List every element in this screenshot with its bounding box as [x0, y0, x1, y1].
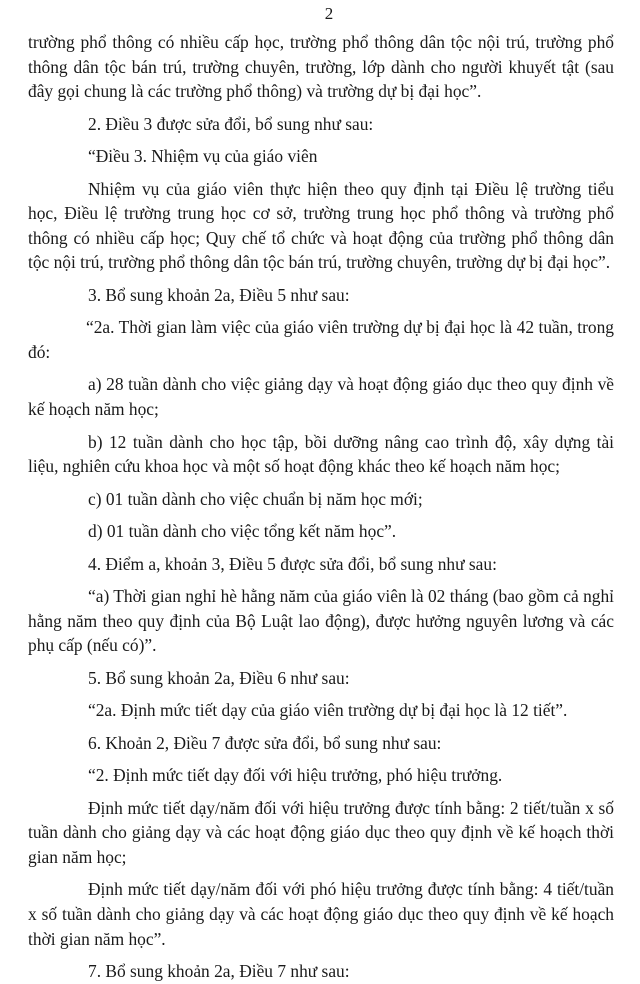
- paragraph-principal-quota-heading: “2. Định mức tiết dạy đối với hiệu trưởng, phó hiệu trưởng.: [88, 765, 503, 786]
- paragraph-item-5-heading: 5. Bổ sung khoản 2a, Điều 6 như sau:: [88, 667, 350, 688]
- paragraph-point-c: c) 01 tuần dành cho việc chuẩn bị năm học mới;: [88, 488, 423, 509]
- paragraph-principal-quota: Định mức tiết dạy/năm đối với hiệu trưởng được tính bằng: 2 tiết/tuần x số tuần dành cho giảng dạy và các hoạt động giáo dục theo quy định về kế hoạch thời gian năm học;: [28, 797, 614, 867]
- paragraph-point-d: d) 01 tuần dành cho việc tổng kết năm học”.: [88, 521, 397, 542]
- page-number: 2: [324, 4, 334, 23]
- paragraph-summer-leave: “a) Thời gian nghỉ hè hằng năm của giáo viên là 02 tháng (bao gồm cả nghỉ hằng năm theo quy định của Bộ Luật lao động), được hưởng nguyên lương và các phụ cấp (nếu có)”.: [28, 586, 614, 656]
- paragraph-item-7-heading: 7. Bổ sung khoản 2a, Điều 7 như sau:: [88, 961, 350, 982]
- paragraph-article-3-body: Nhiệm vụ của giáo viên thực hiện theo quy định tại Điều lệ trường tiểu học, Điều lệ trường trung học cơ sở, trường trung học phổ thông và trường phổ thông có nhiều cấp học; Quy chế tổ chức và hoạt động của trường phổ thông dân tộc nội trú, trường phổ thông dân tộc bán trú, trường chuyên, trường dự bị đại học”.: [28, 178, 614, 273]
- paragraph-teaching-quota: “2a. Định mức tiết dạy của giáo viên trường dự bị đại học là 12 tiết”.: [88, 700, 568, 721]
- paragraph-item-2-heading: 2. Điều 3 được sửa đổi, bổ sung như sau:: [88, 113, 374, 134]
- paragraph-item-4-heading: 4. Điểm a, khoản 3, Điều 5 được sửa đổi, bổ sung như sau:: [88, 553, 497, 574]
- paragraph-item-6-heading: 6. Khoản 2, Điều 7 được sửa đổi, bổ sung như sau:: [88, 732, 442, 753]
- paragraph-item-3-heading: 3. Bổ sung khoản 2a, Điều 5 như sau:: [88, 284, 350, 305]
- paragraph-point-a: a) 28 tuần dành cho việc giảng dạy và hoạt động giáo dục theo quy định về kế hoạch năm học;: [28, 374, 614, 420]
- document-body: [28, 30, 614, 984]
- paragraph-point-b: b) 12 tuần dành cho học tập, bồi dưỡng nâng cao trình độ, xây dựng tài liệu, nghiên cứu khoa học và một số hoạt động khác theo kế hoạch năm học;: [28, 431, 614, 477]
- paragraph-vice-principal-quota: Định mức tiết dạy/năm đối với phó hiệu trưởng được tính bằng: 4 tiết/tuần x số tuần dành cho giảng dạy và các hoạt động giáo dục theo quy định về kế hoạch thời gian năm học”.: [28, 879, 614, 949]
- paragraph-article-3-title: “Điều 3. Nhiệm vụ của giáo viên: [88, 146, 318, 167]
- paragraph-clause-2a-working-time: “2a. Thời gian làm việc của giáo viên trường dự bị đại học là 42 tuần, trong đó:: [28, 317, 614, 362]
- paragraph-continuation: trường phổ thông có nhiều cấp học, trường phổ thông dân tộc nội trú, trường phổ thông dân tộc bán trú, trường chuyên, trường, lớp dành cho người khuyết tật (sau đây gọi chung là các trường phổ thông) và trường dự bị đại học”.: [28, 32, 614, 102]
